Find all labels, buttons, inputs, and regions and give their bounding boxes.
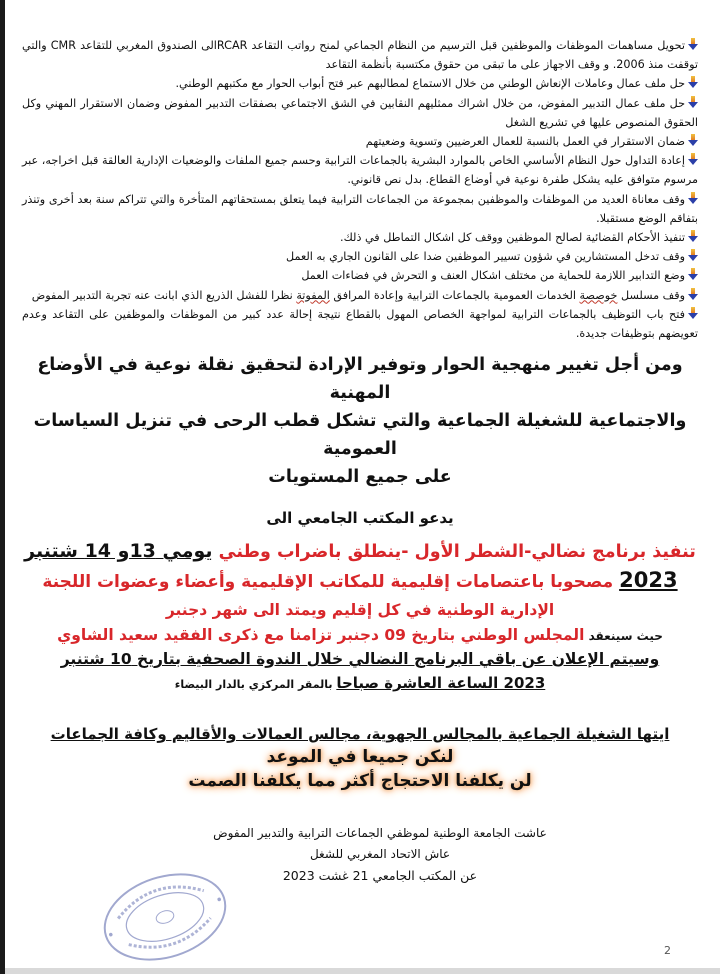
demand-text: وقف معاناة العديد من الموظفات والموظفين بمجموعة من الجماعات الترابية فيما يتعلق بمستحقاتهم المتأخرة والتي تتراكم سنة بعد أخرى وتنذر بتفاقم الوضع مستقبلا. bbox=[22, 192, 698, 225]
conference-time: 2023 الساعة العاشرة صباحا bbox=[336, 674, 546, 693]
spellcheck-word: خوصصة bbox=[579, 288, 618, 302]
document-page bbox=[22, 36, 698, 886]
demand-text: تنفيذ الأحكام القضائية لصالح الموظفين ووقف كل اشكال التماطل في ذلك. bbox=[340, 231, 685, 245]
heading-line: ومن أجل تغيير منهجية الحوار وتوفير الإرادة لتحقيق نقلة نوعية في الأوضاع المهنية bbox=[37, 355, 683, 404]
arrow-down-bullet-icon bbox=[688, 134, 698, 146]
conference-location: بالمقر المركزي بالدار البيضاء bbox=[174, 678, 337, 692]
program-red-text: تنفيذ برنامج نضالي-الشطر الأول -ينطلق باضراب وطني bbox=[212, 542, 696, 563]
demand-item bbox=[22, 74, 698, 93]
program-line-1 bbox=[22, 537, 698, 566]
signoff-line: عاش الاتحاد المغربي للشغل bbox=[309, 847, 451, 862]
program-black-text: حيث سينعقد bbox=[584, 629, 663, 644]
demand-item bbox=[22, 94, 698, 132]
demands-list bbox=[22, 36, 698, 343]
appeal-line: ايتها الشغيلة الجماعية بالمجالس الجهوية، مجالس العمالات والأقاليم وكافة الجماعات bbox=[50, 725, 670, 744]
press-conference-line: وسيتم الإعلان عن باقي البرنامج النضالي خلال الندوة الصحفية بتاريخ 10 شتنبر bbox=[60, 650, 660, 669]
demand-item bbox=[22, 286, 698, 305]
arrow-down-bullet-icon bbox=[688, 268, 698, 280]
signoff-line: عاشت الجامعة الوطنية لموظفي الجماعات الترابية والتدبير المفوض bbox=[213, 826, 547, 841]
arrow-down-bullet-icon bbox=[688, 192, 698, 204]
national-council-text: المجلس الوطني بتاريخ 09 دجنبر تزامنا مع ذكرى الفقيد سعيد الشاوي bbox=[57, 626, 585, 645]
strike-year: 2023 bbox=[619, 568, 678, 593]
arrow-down-bullet-icon bbox=[688, 230, 698, 242]
left-border bbox=[0, 0, 5, 974]
heading-line: والاجتماعية للشغيلة الجماعية والتي تشكل قطب الرحى في تنزيل السياسات العمومية bbox=[33, 411, 687, 460]
demand-item bbox=[22, 228, 698, 247]
call-statement: يدعو المكتب الجامعي الى bbox=[266, 509, 454, 528]
demand-text-post: نظرا للفشل الذريع الذي ابانت عنه تجربة التدبير المفوض bbox=[31, 288, 297, 302]
demand-text: تحويل مساهمات الموظفات والموظفين قبل الترسيم من النظام الجماعي لمنح رواتب التقاعد RCARالى الصندوق المغربي للتقاعد CMR والتي توقفت منذ 2006. و وقف الاجهاز على ما تبقى من حقوق مكتسبة بأنظمة التقاعد bbox=[22, 39, 698, 72]
program-line-3: الإدارية الوطنية في كل إقليم ويمتد الى شهر دجنبر bbox=[165, 601, 555, 620]
signoff-date: عن المكتب الجامعي 21 غشت 2023 bbox=[282, 868, 478, 884]
heading-line: على جميع المستويات bbox=[268, 467, 452, 488]
arrow-down-bullet-icon bbox=[688, 288, 698, 300]
page-number: 2 bbox=[664, 944, 671, 957]
demand-text: ضمان الاستقرار في العمل بالنسبة للعمال العرضيين وتسوية وضعيتهم bbox=[365, 135, 685, 149]
strike-dates: يومي 13و 14 شتنبر bbox=[24, 540, 213, 563]
demand-item bbox=[22, 247, 698, 266]
demand-text: وقف تدخل المستشارين في شؤون تسيير الموظفين ضدا على القانون الجاري به العمل bbox=[286, 250, 685, 264]
main-heading bbox=[22, 351, 698, 491]
bottom-border bbox=[5, 968, 720, 974]
demand-item bbox=[22, 190, 698, 228]
arrow-down-bullet-icon bbox=[688, 153, 698, 165]
program-red-text: مصحوبا باعتصامات إقليمية للمكاتب الإقليمية وأعضاء وعضوات اللجنة bbox=[42, 572, 620, 593]
slogan-line: لنكن جميعا في الموعد bbox=[266, 747, 454, 768]
demand-text: إعادة التداول حول النظام الأساسي الخاص بالموارد البشرية بالجماعات الترابية وحسم جميع الملفات والوضعيات الإدارية العالقة قبل اخراجه، عبر مرسوم متوافق عليه يشكل طفرة نوعية في أوضاع القطاع. بدل نص قانوني. bbox=[22, 154, 698, 187]
arrow-down-bullet-icon bbox=[688, 96, 698, 108]
signoff-block bbox=[22, 823, 698, 886]
demand-text: حل ملف عمال التدبير المفوض، من خلال اشراك ممثليهم النقابين في الشق الاجتماعي بصفقات التدبير المفوض وضمان الاستقرار المهني وكل الحقوق المنصوص عليها في تشريع الشغل bbox=[22, 96, 698, 129]
arrow-down-bullet-icon bbox=[688, 307, 698, 319]
arrow-down-bullet-icon bbox=[688, 38, 698, 50]
demand-item bbox=[22, 36, 698, 74]
demand-text: حل ملف عمال وعاملات الإنعاش الوطني من خلال الاستماع لمطالبهم عبر فتح أبواب الحوار مع مكتبهم الوطني. bbox=[175, 77, 685, 91]
demand-item bbox=[22, 266, 698, 285]
demand-text-pre: وقف مسلسل bbox=[617, 288, 685, 302]
demand-text: فتح باب التوظيف بالجماعات الترابية لمواجهة الخصاص المهول بالقطاع نتيجة إحالة عدد كبير من الموظفات والموظفين على التقاعد وعدم تعويضهم بتوظيفات جديدة. bbox=[22, 307, 698, 341]
demand-item bbox=[22, 305, 698, 343]
program-line-2 bbox=[22, 566, 698, 596]
press-conference-time bbox=[22, 671, 698, 697]
program-line-4 bbox=[22, 624, 698, 647]
demand-text-mid: الخدمات العمومية بالجماعات الترابية وإعادة المرافق bbox=[329, 288, 580, 302]
demand-item bbox=[22, 132, 698, 151]
slogan-line: لن يكلفنا الاحتجاج أكثر مما يكلفنا الصمت bbox=[188, 771, 532, 792]
demand-item bbox=[22, 151, 698, 189]
spellcheck-word: المفوتة bbox=[296, 288, 330, 302]
demand-text: وضع التدابير اللازمة للحماية من مختلف اشكال العنف و التحرش في فضاءات العمل bbox=[301, 269, 685, 283]
program-block bbox=[22, 537, 698, 697]
arrow-down-bullet-icon bbox=[688, 76, 698, 88]
arrow-down-bullet-icon bbox=[688, 249, 698, 261]
